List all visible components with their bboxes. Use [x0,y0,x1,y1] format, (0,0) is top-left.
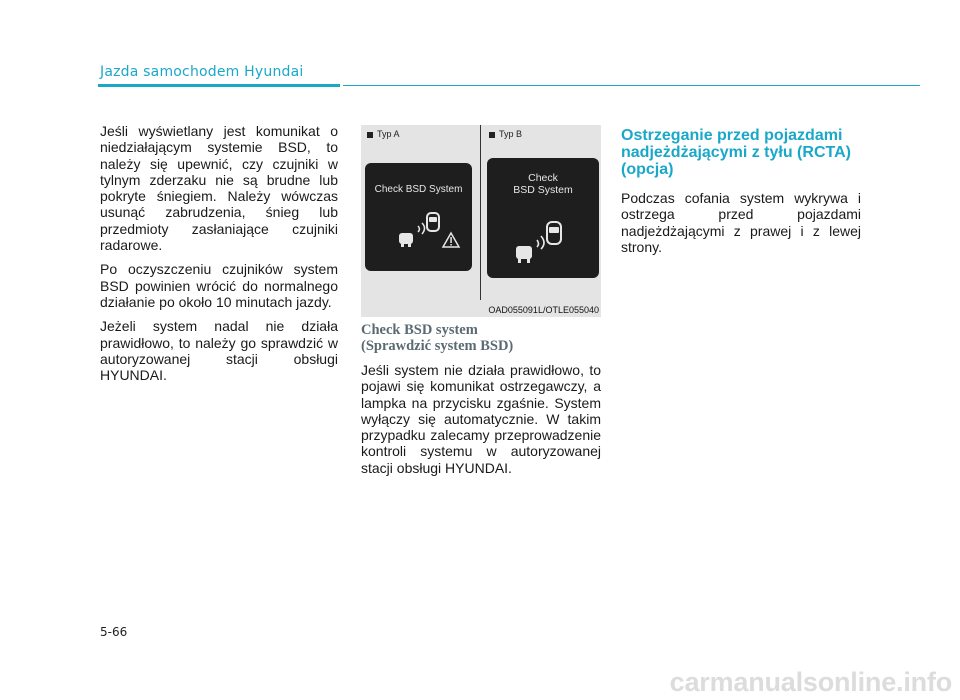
figure-divider [480,125,481,300]
approaching-car-icon [516,246,532,263]
rcta-heading: Ostrzeganie przed pojazdami nadjeżdżającymi z tyłu (RCTA) (opcja) [621,127,851,178]
middle-column [361,322,601,484]
figure-label-type-a: Typ A [367,129,400,139]
cluster-display-type-b [487,158,599,278]
warning-triangle-icon [443,233,459,247]
left-column [100,123,338,391]
figure-code: OAD055091L/OTLE055040 [488,305,599,315]
cluster-display-type-a [365,163,472,271]
section-title: Jazda samochodem Hyundai [100,64,304,80]
watermark: carmanualsonline.info [669,667,952,697]
bsd-warning-figure [361,125,601,317]
header-rule-thick [98,84,340,87]
right-column [621,127,861,263]
figure-label-type-b: Typ B [489,129,522,139]
check-bsd-heading: Check BSD system (Sprawdzić system BSD) [361,322,514,354]
display-message: Check BSD System [374,184,463,195]
header-rule-thin [343,85,920,86]
paragraph: Jeśli wyświetlany jest komunikat o niedziałającym systemie BSD, to należy się upewnić, czy czujniki w tylnym zderzaku nie są brudne lub pokryte śniegiem. Należy wówczas usunąć zabrudzenia, śnieg lub przedmioty zasłaniające czujniki radarowe. [100,123,338,254]
own-car-icon [427,213,439,231]
page-number: 5-66 [100,625,128,639]
paragraph: Po oczyszczeniu czujników system BSD powinien wrócić do normalnego działanie po około 10 minutach jazdy. [100,261,338,310]
radar-waves-icon [418,223,425,234]
radar-waves-icon [537,236,544,249]
paragraph: Jeśli system nie działa prawidłowo, to pojawi się komunikat ostrzegawczy, a lampka na przycisku zgaśnie. System wyłączy się automatycznie. W takim przypadku zalecamy przeprowadzenie kontroli systemu w autoryzowanej stacji obsługi HYUNDAI. [361,362,601,476]
paragraph: Jeżeli system nadal nie działa prawidłowo, to należy go sprawdzić w autoryzowanej stacji obsługi HYUNDAI. [100,318,338,384]
bsd-warning-graphic [487,158,599,278]
own-car-icon [547,222,561,244]
paragraph: Podczas cofania system wykrywa i ostrzega przed pojazdami nadjeżdżającymi z prawej i z lewej strony. [621,190,861,255]
bsd-warning-graphic [365,163,472,271]
approaching-car-icon [399,233,413,247]
display-message: Check BSD System [513,172,573,196]
